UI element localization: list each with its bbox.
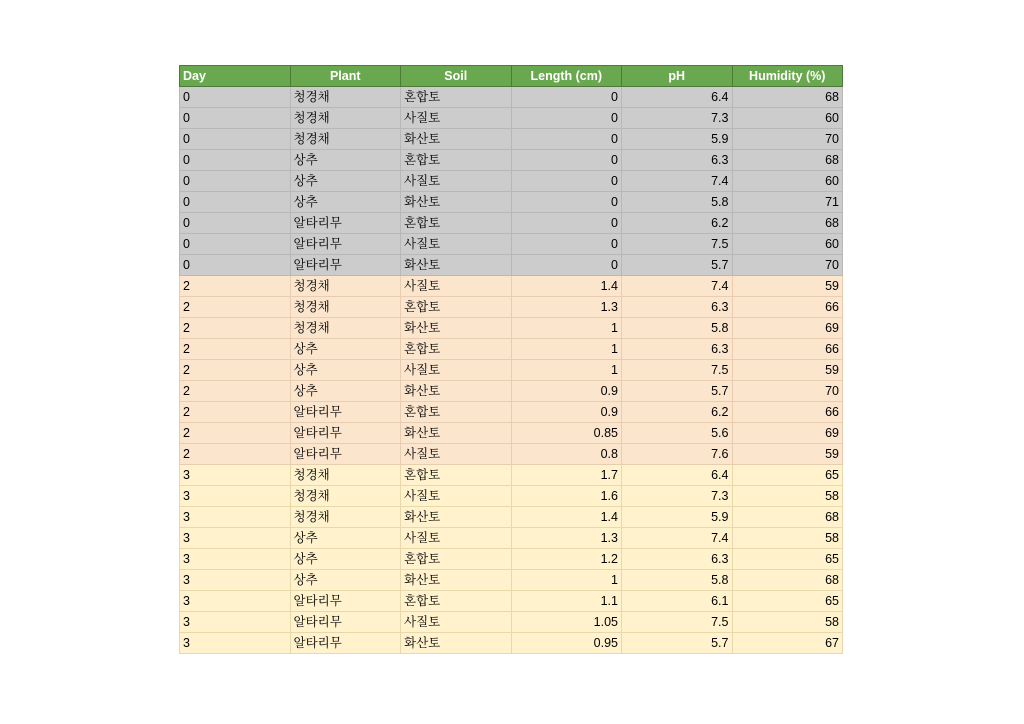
cell-humidity[interactable]: 70 [732, 255, 843, 276]
cell-soil[interactable]: 혼합토 [401, 150, 512, 171]
cell-soil[interactable]: 화산토 [401, 381, 512, 402]
cell-ph[interactable]: 6.4 [622, 87, 733, 108]
cell-humidity[interactable]: 70 [732, 129, 843, 150]
cell-day[interactable]: 2 [180, 339, 291, 360]
cell-day[interactable]: 3 [180, 570, 291, 591]
table-row [180, 297, 843, 318]
cell-day[interactable]: 2 [180, 423, 291, 444]
cell-length[interactable]: 1 [511, 318, 622, 339]
table-row [180, 171, 843, 192]
cell-humidity[interactable]: 68 [732, 570, 843, 591]
cell-length[interactable]: 1.3 [511, 297, 622, 318]
cell-length[interactable]: 1.3 [511, 528, 622, 549]
cell-ph[interactable]: 5.9 [622, 507, 733, 528]
cell-ph[interactable]: 6.4 [622, 465, 733, 486]
cell-humidity[interactable]: 68 [732, 507, 843, 528]
cell-humidity[interactable]: 59 [732, 276, 843, 297]
cell-ph[interactable]: 5.8 [622, 570, 733, 591]
table-row [180, 381, 843, 402]
cell-plant[interactable]: 알타리무 [290, 633, 401, 654]
cell-humidity[interactable]: 60 [732, 234, 843, 255]
cell-soil[interactable]: 혼합토 [401, 591, 512, 612]
cell-length[interactable]: 0 [511, 171, 622, 192]
cell-soil[interactable]: 사질토 [401, 612, 512, 633]
table-row [180, 591, 843, 612]
cell-ph[interactable]: 7.4 [622, 528, 733, 549]
table-row [180, 318, 843, 339]
cell-plant[interactable]: 청경채 [290, 87, 401, 108]
cell-soil[interactable]: 혼합토 [401, 465, 512, 486]
cell-humidity[interactable]: 58 [732, 486, 843, 507]
table-row [180, 192, 843, 213]
table-row [180, 423, 843, 444]
cell-soil[interactable]: 사질토 [401, 171, 512, 192]
cell-plant[interactable]: 청경채 [290, 465, 401, 486]
cell-length[interactable]: 0.85 [511, 423, 622, 444]
cell-length[interactable]: 1 [511, 339, 622, 360]
cell-length[interactable]: 0.9 [511, 402, 622, 423]
cell-ph[interactable]: 5.6 [622, 423, 733, 444]
header-humidity[interactable]: Humidity (%) [732, 66, 843, 87]
cell-length[interactable]: 0.8 [511, 444, 622, 465]
cell-day[interactable]: 0 [180, 150, 291, 171]
table-row [180, 507, 843, 528]
cell-soil[interactable]: 혼합토 [401, 87, 512, 108]
cell-ph[interactable]: 7.3 [622, 108, 733, 129]
cell-length[interactable]: 1 [511, 360, 622, 381]
cell-length[interactable]: 0 [511, 129, 622, 150]
cell-ph[interactable]: 6.2 [622, 213, 733, 234]
cell-humidity[interactable]: 65 [732, 591, 843, 612]
cell-ph[interactable]: 6.1 [622, 591, 733, 612]
cell-plant[interactable]: 청경채 [290, 507, 401, 528]
header-length[interactable]: Length (cm) [511, 66, 622, 87]
cell-length[interactable]: 0 [511, 108, 622, 129]
cell-humidity[interactable]: 59 [732, 360, 843, 381]
cell-ph[interactable]: 7.5 [622, 612, 733, 633]
cell-length[interactable]: 1.4 [511, 507, 622, 528]
table-row [180, 570, 843, 591]
cell-soil[interactable]: 사질토 [401, 108, 512, 129]
cell-day[interactable]: 3 [180, 486, 291, 507]
cell-soil[interactable]: 사질토 [401, 486, 512, 507]
cell-ph[interactable]: 5.8 [622, 192, 733, 213]
cell-day[interactable]: 0 [180, 234, 291, 255]
cell-humidity[interactable]: 66 [732, 297, 843, 318]
cell-length[interactable]: 0.95 [511, 633, 622, 654]
cell-soil[interactable]: 화산토 [401, 318, 512, 339]
cell-plant[interactable]: 알타리무 [290, 612, 401, 633]
cell-soil[interactable]: 사질토 [401, 234, 512, 255]
cell-ph[interactable]: 7.4 [622, 276, 733, 297]
cell-humidity[interactable]: 67 [732, 633, 843, 654]
cell-humidity[interactable]: 68 [732, 150, 843, 171]
table-row [180, 360, 843, 381]
table-row [180, 213, 843, 234]
cell-day[interactable]: 2 [180, 318, 291, 339]
table-body [180, 87, 843, 654]
cell-plant[interactable]: 상추 [290, 528, 401, 549]
cell-ph[interactable]: 5.7 [622, 381, 733, 402]
cell-soil[interactable]: 사질토 [401, 528, 512, 549]
header-day[interactable]: Day [180, 66, 291, 87]
cell-plant[interactable]: 상추 [290, 150, 401, 171]
cell-plant[interactable]: 상추 [290, 192, 401, 213]
cell-length[interactable]: 0 [511, 192, 622, 213]
spreadsheet [179, 65, 842, 654]
cell-plant[interactable]: 청경채 [290, 297, 401, 318]
cell-length[interactable]: 1.4 [511, 276, 622, 297]
cell-length[interactable]: 0 [511, 150, 622, 171]
cell-humidity[interactable]: 66 [732, 402, 843, 423]
cell-plant[interactable]: 청경채 [290, 486, 401, 507]
table-row [180, 486, 843, 507]
cell-ph[interactable]: 6.3 [622, 339, 733, 360]
cell-length[interactable]: 0 [511, 213, 622, 234]
header-row [180, 66, 843, 87]
cell-day[interactable]: 2 [180, 402, 291, 423]
cell-plant[interactable]: 상추 [290, 171, 401, 192]
header-ph[interactable]: pH [622, 66, 733, 87]
cell-soil[interactable]: 화산토 [401, 255, 512, 276]
table-row [180, 465, 843, 486]
cell-plant[interactable]: 청경채 [290, 276, 401, 297]
cell-humidity[interactable]: 69 [732, 423, 843, 444]
cell-day[interactable]: 2 [180, 444, 291, 465]
cell-humidity[interactable]: 60 [732, 108, 843, 129]
cell-soil[interactable]: 화산토 [401, 507, 512, 528]
header-soil[interactable]: Soil [401, 66, 512, 87]
cell-length[interactable]: 1.05 [511, 612, 622, 633]
cell-soil[interactable]: 화산토 [401, 633, 512, 654]
table-row [180, 402, 843, 423]
table-row [180, 528, 843, 549]
cell-plant[interactable]: 상추 [290, 381, 401, 402]
cell-plant[interactable]: 알타리무 [290, 213, 401, 234]
cell-day[interactable]: 3 [180, 612, 291, 633]
cell-ph[interactable]: 6.2 [622, 402, 733, 423]
cell-plant[interactable]: 청경채 [290, 129, 401, 150]
cell-length[interactable]: 1 [511, 570, 622, 591]
cell-plant[interactable]: 청경채 [290, 318, 401, 339]
cell-soil[interactable]: 혼합토 [401, 339, 512, 360]
cell-length[interactable]: 1.2 [511, 549, 622, 570]
cell-day[interactable]: 3 [180, 507, 291, 528]
cell-soil[interactable]: 혼합토 [401, 297, 512, 318]
cell-soil[interactable]: 화산토 [401, 129, 512, 150]
cell-soil[interactable]: 사질토 [401, 360, 512, 381]
cell-plant[interactable]: 알타리무 [290, 591, 401, 612]
cell-ph[interactable]: 5.9 [622, 129, 733, 150]
cell-day[interactable]: 2 [180, 360, 291, 381]
cell-plant[interactable]: 알타리무 [290, 234, 401, 255]
cell-humidity[interactable]: 65 [732, 465, 843, 486]
cell-length[interactable]: 0 [511, 234, 622, 255]
cell-day[interactable]: 3 [180, 528, 291, 549]
table-row [180, 549, 843, 570]
table-row [180, 234, 843, 255]
cell-humidity[interactable]: 66 [732, 339, 843, 360]
cell-soil[interactable]: 혼합토 [401, 402, 512, 423]
cell-plant[interactable]: 청경채 [290, 108, 401, 129]
cell-plant[interactable]: 상추 [290, 360, 401, 381]
cell-day[interactable]: 3 [180, 633, 291, 654]
cell-day[interactable]: 0 [180, 108, 291, 129]
cell-plant[interactable]: 상추 [290, 549, 401, 570]
cell-ph[interactable]: 7.6 [622, 444, 733, 465]
cell-day[interactable]: 0 [180, 171, 291, 192]
cell-soil[interactable]: 사질토 [401, 276, 512, 297]
cell-humidity[interactable]: 58 [732, 528, 843, 549]
cell-ph[interactable]: 5.7 [622, 255, 733, 276]
cell-humidity[interactable]: 60 [732, 171, 843, 192]
cell-humidity[interactable]: 68 [732, 87, 843, 108]
cell-plant[interactable]: 알타리무 [290, 444, 401, 465]
cell-day[interactable]: 2 [180, 276, 291, 297]
table-row [180, 108, 843, 129]
cell-ph[interactable]: 7.3 [622, 486, 733, 507]
table-row [180, 129, 843, 150]
cell-soil[interactable]: 화산토 [401, 570, 512, 591]
cell-length[interactable]: 1.7 [511, 465, 622, 486]
cell-ph[interactable]: 5.7 [622, 633, 733, 654]
cell-plant[interactable]: 상추 [290, 339, 401, 360]
table-row [180, 255, 843, 276]
cell-plant[interactable]: 알타리무 [290, 423, 401, 444]
cell-humidity[interactable]: 68 [732, 213, 843, 234]
cell-ph[interactable]: 7.5 [622, 234, 733, 255]
cell-day[interactable]: 0 [180, 213, 291, 234]
cell-ph[interactable]: 6.3 [622, 150, 733, 171]
cell-length[interactable]: 0.9 [511, 381, 622, 402]
cell-humidity[interactable]: 71 [732, 192, 843, 213]
cell-length[interactable]: 0 [511, 87, 622, 108]
cell-ph[interactable]: 7.5 [622, 360, 733, 381]
cell-ph[interactable]: 6.3 [622, 297, 733, 318]
table-row [180, 633, 843, 654]
cell-length[interactable]: 0 [511, 255, 622, 276]
table-row [180, 444, 843, 465]
cell-soil[interactable]: 혼합토 [401, 213, 512, 234]
cell-day[interactable]: 0 [180, 129, 291, 150]
cell-length[interactable]: 1.6 [511, 486, 622, 507]
table-row [180, 612, 843, 633]
table-row [180, 150, 843, 171]
cell-plant[interactable]: 상추 [290, 570, 401, 591]
cell-soil[interactable]: 사질토 [401, 444, 512, 465]
cell-soil[interactable]: 화산토 [401, 423, 512, 444]
cell-humidity[interactable]: 58 [732, 612, 843, 633]
data-table [179, 65, 843, 654]
table-header [180, 66, 843, 87]
cell-soil[interactable]: 화산토 [401, 192, 512, 213]
cell-day[interactable]: 2 [180, 381, 291, 402]
cell-day[interactable]: 3 [180, 549, 291, 570]
cell-ph[interactable]: 6.3 [622, 549, 733, 570]
header-plant[interactable]: Plant [290, 66, 401, 87]
cell-humidity[interactable]: 59 [732, 444, 843, 465]
table-row [180, 276, 843, 297]
cell-humidity[interactable]: 69 [732, 318, 843, 339]
cell-plant[interactable]: 알타리무 [290, 255, 401, 276]
cell-humidity[interactable]: 65 [732, 549, 843, 570]
cell-day[interactable]: 3 [180, 465, 291, 486]
table-row [180, 87, 843, 108]
cell-ph[interactable]: 7.4 [622, 171, 733, 192]
cell-plant[interactable]: 알타리무 [290, 402, 401, 423]
cell-length[interactable]: 1.1 [511, 591, 622, 612]
cell-day[interactable]: 2 [180, 297, 291, 318]
cell-day[interactable]: 0 [180, 192, 291, 213]
cell-humidity[interactable]: 70 [732, 381, 843, 402]
cell-soil[interactable]: 혼합토 [401, 549, 512, 570]
cell-day[interactable]: 0 [180, 87, 291, 108]
cell-ph[interactable]: 5.8 [622, 318, 733, 339]
cell-day[interactable]: 3 [180, 591, 291, 612]
table-row [180, 339, 843, 360]
cell-day[interactable]: 0 [180, 255, 291, 276]
